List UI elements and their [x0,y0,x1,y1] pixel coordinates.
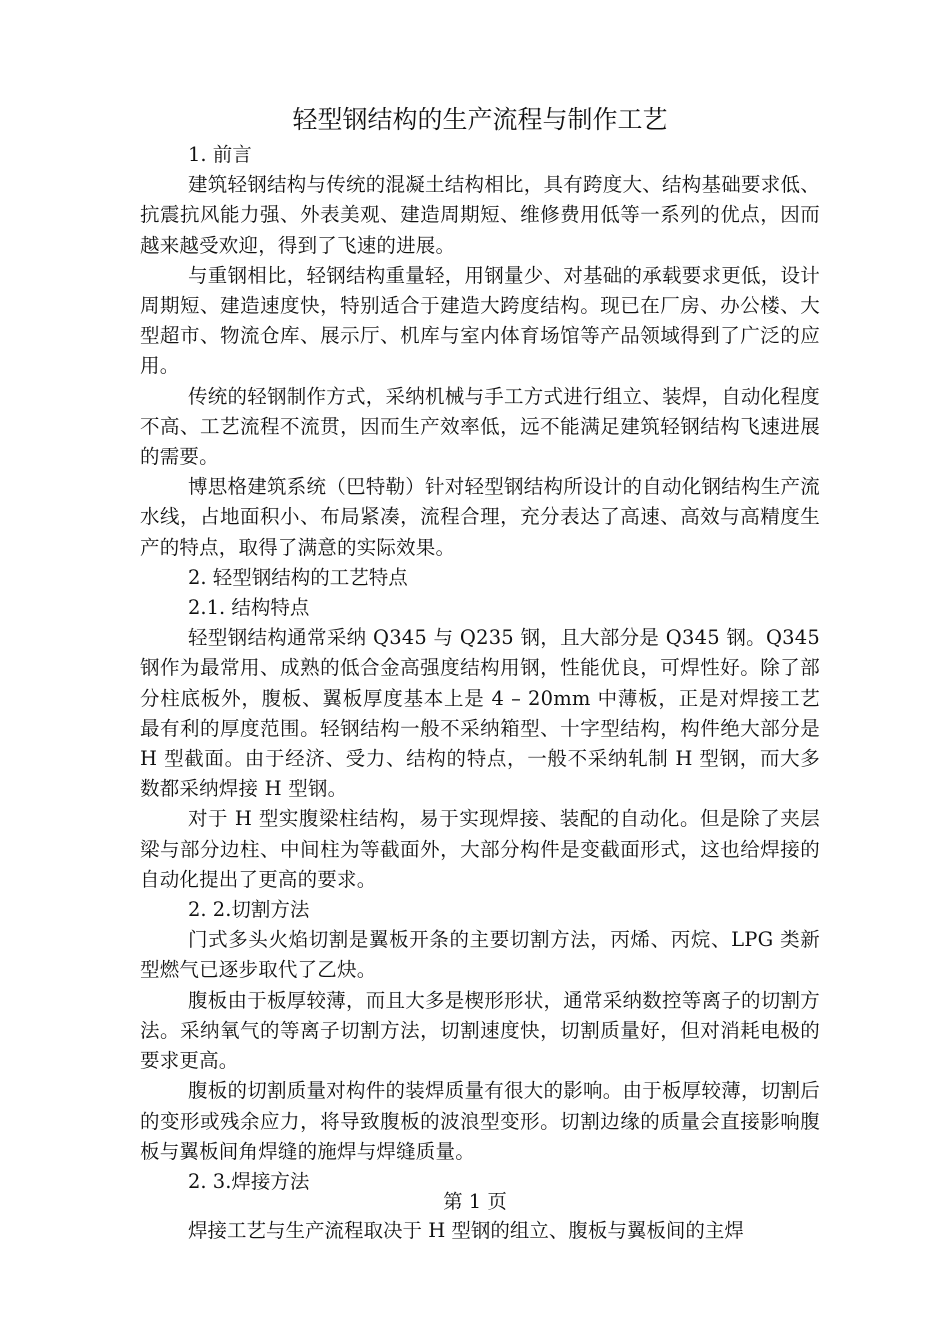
section-heading: 2. 轻型钢结构的工艺特点 [188,565,408,589]
body-paragraph: 与重钢相比，轻钢结构重量轻，用钢量少、对基础的承载要求更低，设计周期短、建造速度快，特别适合于建造大跨度结构。现已在厂房、办公楼、大型超市、物流仓库、展示厅、机库与室内体育场馆等产品领域得到了广泛的应用。 [140,263,820,378]
document-title: 轻型钢结构的生产流程与制作工艺 [292,105,668,134]
document-body [140,140,820,1197]
page-number: 第 1 页 [443,1190,507,1213]
body-paragraph: 腹板的切割质量对构件的装焊质量有很大的影响。由于板厚较薄，切割后的变形或残余应力，将导致腹板的波浪型变形。切割边缘的质量会直接影响腹板与翼板间角焊缝的施焊与焊缝质量。 [140,1079,820,1163]
next-page-continuation: 焊接工艺与生产流程取决于 H 型钢的组立、腹板与翼板间的主焊 [188,1219,744,1242]
body-paragraph: 传统的轻钢制作方式，采纳机械与手工方式进行组立、装焊，自动化程度不高、工艺流程不流贯，因而生产效率低，远不能满足建筑轻钢结构飞速进展的需要。 [140,384,820,469]
section-heading: 1. 前言 [188,143,252,166]
body-paragraph: 轻型钢结构通常采纳 Q345 与 Q235 钢，且大部分是 Q345 钢。Q345 钢作为最常用、成熟的低合金高强度结构用钢，性能优良，可焊性好。除了部分柱底板外，腹板、翼板厚度基本上是 4 – 20mm 中薄板，正是对焊接工艺最有利的厚度范围。轻钢结构一般不采纳箱型、十字型结构，构件绝大部分是 H 型截面。由于经济、受力、结构的特点，一般不采纳轧制 H 型钢，而大多数都采纳焊接 H 型钢。 [140,626,820,801]
body-paragraph: 对于 H 型实腹梁柱结构，易于实现焊接、装配的自动化。但是除了夹层梁与部分边柱、中间柱为等截面外，大部分构件是变截面形式，这也给焊接的自动化提出了更高的要求。 [140,807,820,891]
section-heading: 2. 3.焊接方法 [188,1169,310,1193]
body-paragraph: 建筑轻钢结构与传统的混凝土结构相比，具有跨度大、结构基础要求低、抗震抗风能力强、外表美观、建造周期短、维修费用低等一系列的优点，因而越来越受欢迎，得到了飞速的进展。 [140,173,820,257]
body-paragraph: 门式多头火焰切割是翼板开条的主要切割方法，丙烯、丙烷、LPG 类新型燃气已逐步取代了乙炔。 [140,928,820,982]
body-paragraph: 博思格建筑系统（巴特勒）针对轻型钢结构所设计的自动化钢结构生产流水线，占地面积小、布局紧凑，流程合理，充分表达了高速、高效与高精度生产的特点，取得了满意的实际效果。 [140,475,820,559]
body-paragraph: 腹板由于板厚较薄，而且大多是楔形形状，通常采纳数控等离子的切割方法。采纳氧气的等离子切割方法，切割速度快，切割质量好，但对消耗电极的要求更高。 [140,988,820,1073]
section-heading: 2.1. 结构特点 [188,596,310,620]
document-page [140,100,820,1197]
section-heading: 2. 2.切割方法 [188,898,310,922]
